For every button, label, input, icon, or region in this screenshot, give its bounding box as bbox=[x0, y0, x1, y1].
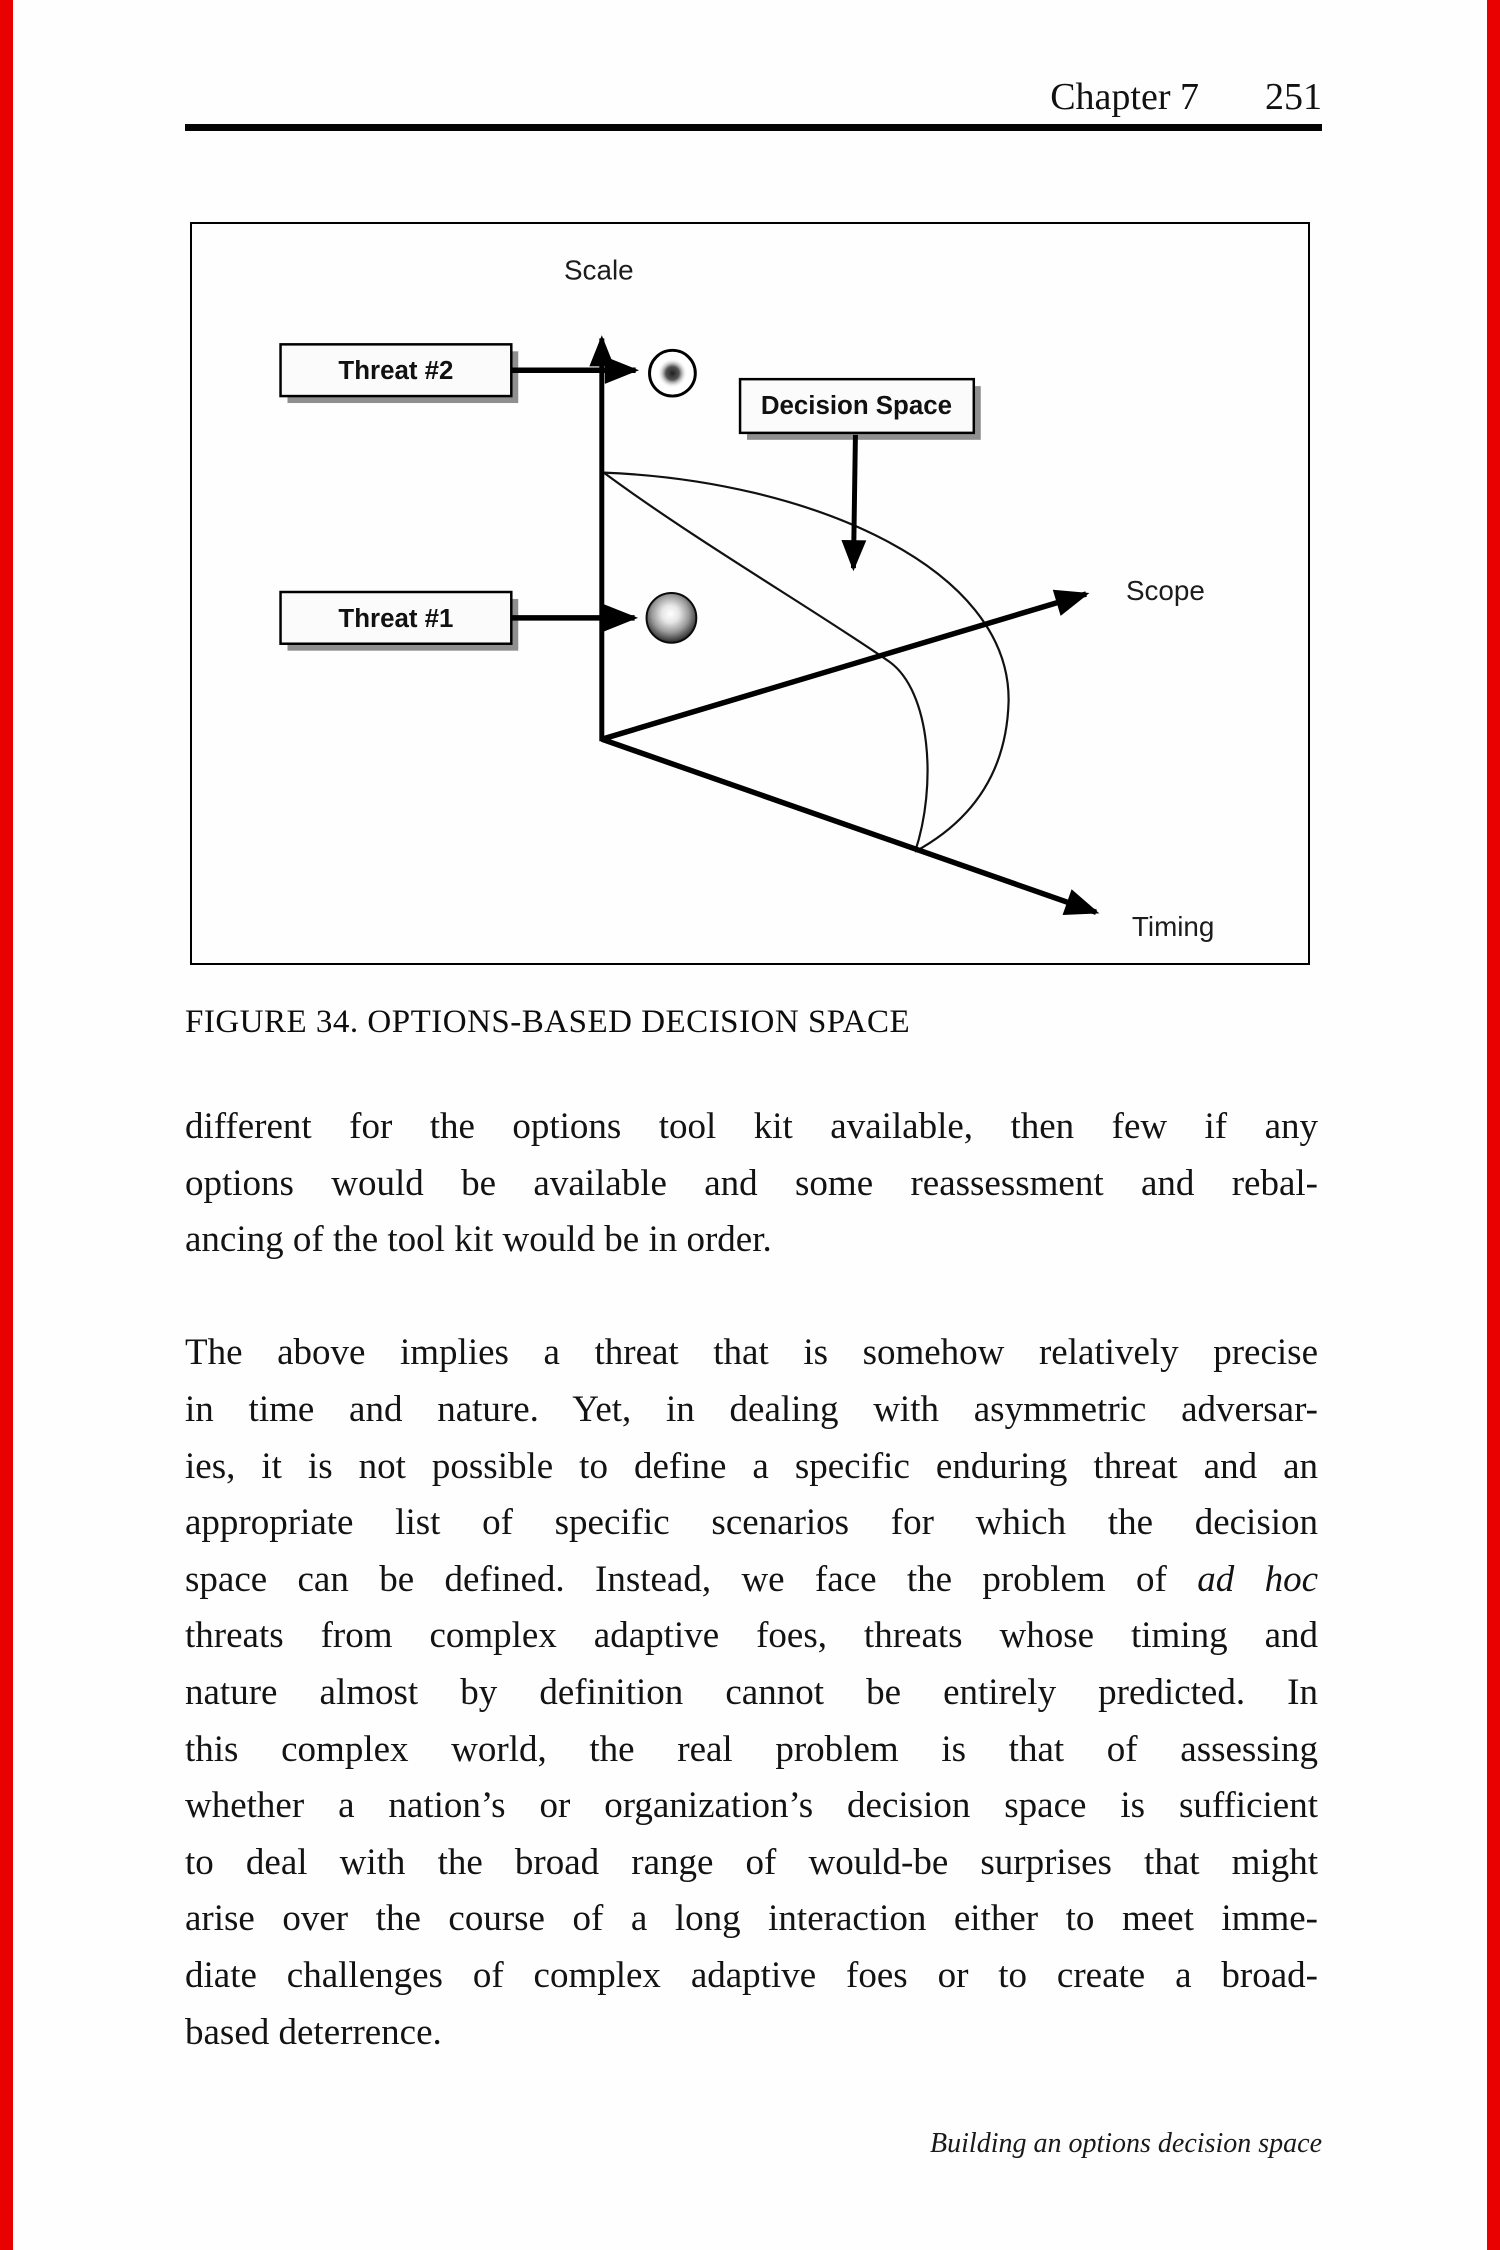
running-footer: Building an options decision space bbox=[930, 2128, 1322, 2159]
threat1-sphere bbox=[647, 593, 697, 643]
body-line: appropriate list of specific scenarios for which the decision bbox=[185, 1502, 1318, 1544]
timing-axis bbox=[602, 739, 1096, 912]
scale-axis-label: Scale bbox=[564, 254, 634, 286]
body-line: based deterrence. bbox=[185, 2011, 442, 2053]
body-line: The above implies a threat that is somehow relatively precise bbox=[185, 1332, 1318, 1374]
body-line: ancing of the tool kit would be in order. bbox=[185, 1219, 772, 1261]
decision-space-arrow bbox=[853, 435, 855, 568]
right-edge-bar bbox=[1487, 0, 1500, 2250]
header-rule bbox=[185, 124, 1322, 131]
threat1-label: Threat #1 bbox=[338, 604, 454, 633]
body-line: ies, it is not possible to define a specific enduring threat and an bbox=[185, 1445, 1318, 1487]
timing-axis-label: Timing bbox=[1131, 911, 1215, 943]
body-text bbox=[185, 1099, 1318, 2061]
decision-space-outer-curve bbox=[604, 473, 1009, 852]
body-line-pre: space can be defined. Instead, we face the problem of bbox=[185, 1558, 1198, 1600]
body-line: threats from complex adaptive foes, threats whose timing and bbox=[185, 1615, 1318, 1657]
threat2-label: Threat #2 bbox=[338, 357, 454, 386]
body-line: diate challenges of complex adaptive foes or to create a broad- bbox=[185, 1954, 1318, 1996]
body-line: options would be available and some reassessment and rebal- bbox=[185, 1162, 1318, 1204]
body-line: arise over the course of a long interaction either to meet imme- bbox=[185, 1898, 1318, 1940]
body-line: in time and nature. Yet, in dealing with asymmetric adversar- bbox=[185, 1388, 1318, 1430]
options-decision-space-diagram bbox=[192, 224, 1308, 963]
body-line-with-italic bbox=[185, 1552, 1318, 1609]
figure-caption: FIGURE 34. OPTIONS-BASED DECISION SPACE bbox=[185, 1004, 911, 1040]
page-number: 251 bbox=[1265, 76, 1322, 118]
body-line: whether a nation’s or organization’s decision space is sufficient bbox=[185, 1785, 1318, 1827]
body-line: nature almost by definition cannot be entirely predicted. In bbox=[185, 1671, 1318, 1713]
figure-34-diagram bbox=[190, 222, 1310, 965]
left-edge-bar bbox=[0, 0, 13, 2250]
body-line: to deal with the broad range of would-be surprises that might bbox=[185, 1841, 1318, 1883]
chapter-label: Chapter 7 bbox=[1050, 76, 1199, 118]
body-line: different for the options tool kit available, then few if any bbox=[185, 1106, 1318, 1147]
page-header bbox=[185, 76, 1322, 118]
threat2-point-core bbox=[658, 358, 688, 388]
body-line-italic: ad hoc bbox=[1197, 1558, 1318, 1600]
body-line: this complex world, the real problem is that of assessing bbox=[185, 1728, 1318, 1770]
paragraph-gap bbox=[185, 1269, 1318, 1326]
scope-axis-label: Scope bbox=[1125, 574, 1205, 606]
decision-space-label: Decision Space bbox=[760, 391, 953, 420]
